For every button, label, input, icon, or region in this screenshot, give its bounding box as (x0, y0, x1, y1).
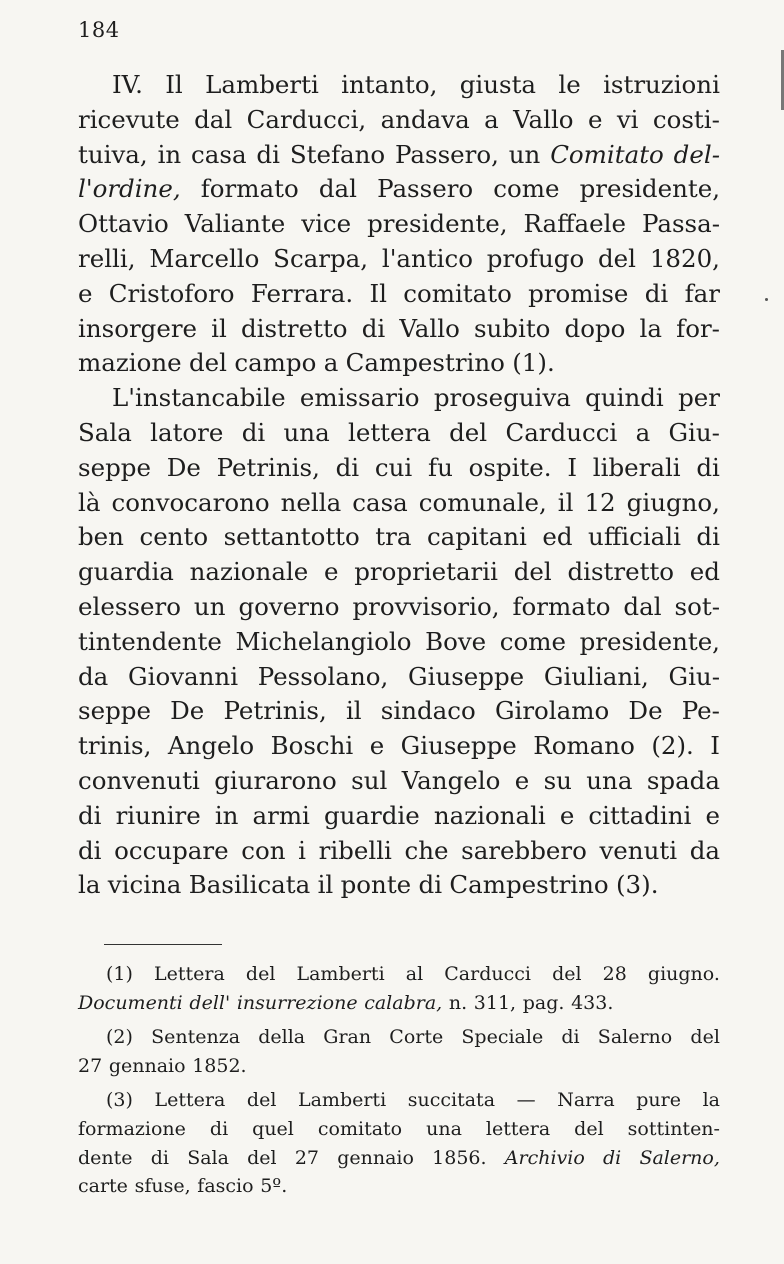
word: tintendente (78, 626, 222, 656)
word: sottinten- (627, 1117, 720, 1140)
word: del (513, 557, 552, 587)
word: 5º. (260, 1175, 288, 1198)
word: Il (165, 70, 183, 99)
word: e (587, 104, 603, 134)
word: sot- (674, 591, 720, 621)
word: il (317, 870, 334, 900)
word: Comitato (550, 139, 664, 169)
text-line (78, 172, 720, 207)
text-line (78, 486, 720, 521)
word: liberali (592, 452, 681, 482)
word: dell' (189, 991, 231, 1014)
word: 27 (294, 1146, 320, 1169)
text-line (78, 520, 720, 555)
word: cui (374, 452, 413, 482)
text-line (78, 277, 720, 312)
word: di (644, 278, 669, 308)
word: del (449, 417, 488, 447)
word: Giuseppe (408, 661, 525, 691)
word: spada (646, 765, 720, 795)
word: occupare (114, 835, 229, 865)
text-line (78, 346, 720, 381)
word: che (404, 835, 449, 865)
word: seppe (78, 452, 151, 482)
word: distretto (567, 557, 675, 587)
text-line (78, 590, 720, 625)
word: Michelangiolo (235, 626, 412, 656)
main-text (78, 68, 720, 903)
word: comunale, (418, 487, 547, 517)
word: pag. (522, 991, 565, 1014)
word: Corte (389, 1026, 444, 1049)
word: (1). (512, 348, 555, 378)
word: succitata (407, 1089, 496, 1112)
word: ponte (340, 870, 412, 900)
word: a (323, 348, 339, 378)
word: IV. (112, 70, 143, 99)
word: Salerno (597, 1026, 673, 1049)
word: da (78, 661, 109, 691)
text-line (78, 625, 720, 660)
word: carte (78, 1175, 128, 1198)
word: Carducci, (246, 104, 367, 134)
word: (1) (106, 963, 133, 985)
word: Archivio (504, 1146, 585, 1169)
word: Passa- (641, 209, 720, 239)
text-line (78, 729, 720, 764)
word: vicina (107, 870, 182, 900)
word: andava (380, 104, 470, 134)
word: la (702, 1089, 720, 1112)
word: Marcello (149, 243, 260, 273)
word: nella (280, 487, 342, 517)
word: ed (689, 557, 720, 587)
word: ed (542, 522, 573, 552)
word: fu (428, 452, 453, 482)
word: Giu- (668, 417, 720, 447)
word: casa (191, 139, 247, 169)
word: venuti (599, 835, 678, 865)
word: relli, (78, 243, 136, 273)
word: settantotto (223, 522, 360, 552)
word: la (639, 313, 662, 343)
word: giugno. (647, 963, 720, 985)
word: De (166, 452, 201, 482)
word: riunire (115, 800, 201, 830)
word: Lamberti (296, 963, 385, 985)
word: promise (528, 278, 629, 308)
word: Raffaele (523, 209, 626, 239)
word: comitato (403, 278, 512, 308)
text-line (78, 799, 720, 834)
word: sarebbero (461, 835, 587, 865)
word: comitato (317, 1117, 403, 1140)
word: trinis, (78, 731, 152, 761)
word: nazionali (433, 800, 546, 830)
text-line (78, 764, 720, 799)
word: una (283, 417, 330, 447)
text-line (78, 555, 720, 590)
word: sindaco (380, 696, 476, 726)
word: Sala (78, 417, 132, 447)
word: ribelli (318, 835, 392, 865)
word: Carducci (505, 417, 618, 447)
word: proseguiva (433, 383, 571, 413)
word: del (574, 1117, 604, 1140)
page-number: 184 (78, 18, 120, 42)
footnote-line (78, 1144, 720, 1173)
word: sul (351, 765, 388, 795)
word: formato (200, 174, 299, 204)
word: di (361, 313, 386, 343)
word: di (78, 835, 102, 865)
word: ufficiali (588, 522, 681, 552)
footnote-separator (104, 944, 222, 945)
word: istruzioni (603, 70, 720, 99)
word: Basilicata (188, 870, 311, 900)
word: dal (623, 591, 662, 621)
word: formazione (78, 1117, 186, 1140)
word: seppe (78, 696, 151, 726)
word: di (696, 452, 720, 482)
word: di (150, 1146, 169, 1169)
word: casa (352, 487, 408, 517)
word: nazionale (189, 557, 309, 587)
word: i (298, 835, 306, 865)
word: tuiva, (78, 139, 148, 169)
word: I (710, 731, 720, 761)
word: e (514, 765, 530, 795)
word: mazione (78, 348, 182, 378)
word: un (508, 139, 541, 169)
word: De (170, 696, 205, 726)
word: il (345, 696, 362, 726)
footnote-line (78, 1023, 720, 1052)
word: e (559, 800, 575, 830)
word: del (246, 1089, 277, 1112)
word: formato (512, 591, 611, 621)
word: Campestrino (345, 348, 505, 378)
word: sfuse, (134, 1175, 191, 1198)
word: Ottavio (78, 209, 169, 239)
word: capitani (426, 522, 527, 552)
word: Salerno, (639, 1146, 720, 1169)
word: giurarono (214, 765, 337, 795)
word: armi (252, 800, 310, 830)
text-line (78, 381, 720, 416)
word: profugo (486, 243, 585, 273)
word: convocarono (111, 487, 270, 517)
word: presidente, (367, 209, 508, 239)
word: Romano (533, 731, 635, 761)
text-line (78, 242, 720, 277)
word: di (256, 139, 280, 169)
word: emissario (299, 383, 420, 413)
word: come (499, 626, 566, 656)
word: da (689, 835, 720, 865)
word: l'ordine, (78, 174, 181, 204)
word: for- (676, 313, 720, 343)
word: Giu- (668, 661, 720, 691)
word: gennaio (337, 1146, 414, 1169)
word: dal (318, 174, 357, 204)
word: tra (375, 522, 412, 552)
word: il (557, 487, 574, 517)
word: Giovanni (128, 661, 239, 691)
text-line (78, 207, 720, 242)
word: governo (238, 591, 340, 621)
word: Bove (425, 626, 487, 656)
word: e (324, 557, 339, 587)
word: far (684, 278, 720, 308)
word: costi- (652, 104, 720, 134)
word: gennaio (108, 1054, 186, 1077)
footnote-line (78, 1115, 720, 1144)
word: su (543, 765, 572, 795)
word: e (369, 731, 385, 761)
footnote-line (78, 989, 720, 1018)
word: del (245, 963, 276, 985)
word: 1852. (192, 1054, 247, 1077)
word: Vangelo (401, 765, 501, 795)
word: della (258, 1026, 306, 1049)
word: un (193, 591, 226, 621)
text-line (78, 68, 720, 103)
word: (2). (651, 731, 694, 761)
word: lettera (347, 417, 431, 447)
word: Vallo (513, 104, 574, 134)
word: di (241, 417, 266, 447)
word: Scarpa, (273, 243, 369, 273)
word: vice (301, 209, 352, 239)
text-line (78, 694, 720, 729)
word: Sala (187, 1146, 229, 1169)
word: (3). (616, 870, 659, 900)
word: quel (252, 1117, 294, 1140)
footnote-line (78, 1172, 720, 1201)
word: come (493, 174, 560, 204)
word: insurrezione (236, 991, 358, 1014)
word: ricevute (78, 104, 180, 134)
footnote-line (78, 960, 720, 989)
text-line (78, 834, 720, 869)
word: Pessolano, (257, 661, 389, 691)
word: la (78, 870, 101, 900)
word: n. (448, 991, 468, 1014)
word: quindi (585, 383, 664, 413)
word: di (418, 870, 443, 900)
word: guardia (78, 557, 174, 587)
word: guardie (323, 800, 420, 830)
word: a (635, 417, 651, 447)
word: Pe- (681, 696, 720, 726)
word: del (598, 243, 637, 273)
text-line (78, 138, 720, 173)
word: provvisorio, (352, 591, 500, 621)
text-line (78, 660, 720, 695)
word: Lamberti (297, 1089, 387, 1112)
word: Sentenza (151, 1026, 241, 1049)
text-line (78, 103, 720, 138)
word: cento (139, 522, 209, 552)
word: De (628, 696, 663, 726)
word: Lettera (154, 1089, 226, 1112)
word: 1820, (649, 243, 720, 273)
word: Passero, (395, 139, 499, 169)
word: del- (673, 139, 720, 169)
footnote-line (78, 1052, 720, 1081)
word: fascio (197, 1175, 254, 1198)
word: cittadini (588, 800, 692, 830)
word: 433. (571, 991, 614, 1014)
word: — (516, 1089, 536, 1112)
word: dopo (564, 313, 626, 343)
word: Speciale (461, 1026, 544, 1049)
word: Angelo (167, 731, 255, 761)
word: una (586, 765, 633, 795)
word: Campestrino (449, 870, 609, 900)
word: al (405, 963, 424, 985)
word: Ferrara. (250, 278, 354, 308)
word: Stefano (289, 139, 386, 169)
word: pure (636, 1089, 681, 1112)
footnote-line (78, 1086, 720, 1115)
word: insorgere (78, 313, 198, 343)
word: ben (78, 522, 124, 552)
word: Carducci (444, 963, 531, 985)
text-line (78, 312, 720, 347)
word: Boschi (270, 731, 354, 761)
word: presidente, (579, 174, 720, 204)
word: Vallo (399, 313, 460, 343)
word: elessero (78, 591, 181, 621)
word: Il (369, 278, 387, 308)
footnotes (78, 960, 720, 1201)
text-line (78, 416, 720, 451)
word: (3) (106, 1089, 133, 1112)
word: presidente, (579, 626, 720, 656)
word: di (209, 1117, 229, 1140)
word: I (567, 452, 578, 482)
word: Lamberti (205, 70, 319, 99)
word: L'instancabile (112, 383, 286, 413)
text-line (78, 868, 720, 903)
word: Giuseppe (400, 731, 517, 761)
word: Giuliani, (543, 661, 649, 691)
word: del (552, 963, 582, 985)
word: l'antico (381, 243, 473, 273)
word: del (247, 1146, 277, 1169)
word: e (78, 278, 93, 308)
word: in (214, 800, 239, 830)
word: in (157, 139, 182, 169)
word: distretto (240, 313, 348, 343)
word: 1856. (432, 1146, 487, 1169)
word: convenuti (78, 765, 200, 795)
word: del (690, 1026, 720, 1049)
word: giugno, (626, 487, 720, 517)
word: ospite. (468, 452, 552, 482)
word: subito (473, 313, 551, 343)
text-line (78, 451, 720, 486)
word: 311, (473, 991, 517, 1014)
word: le (558, 70, 581, 99)
word: intanto, (341, 70, 438, 99)
word: 27 (78, 1054, 103, 1077)
word: a (484, 104, 499, 134)
word: del (188, 348, 227, 378)
word: là (78, 487, 101, 517)
word: latore (150, 417, 224, 447)
word: Girolamo (494, 696, 610, 726)
word: lettera (485, 1117, 551, 1140)
word: Petrinis, (223, 696, 327, 726)
word: di (78, 800, 102, 830)
word: campo (234, 348, 317, 378)
word: Narra (557, 1089, 615, 1112)
word: 12 (584, 487, 616, 517)
word: Passero (377, 174, 474, 204)
word: proprietarii (354, 557, 498, 587)
word: il (211, 313, 227, 343)
word: Gran (323, 1026, 372, 1049)
word: 28 (602, 963, 627, 985)
word: dente (78, 1146, 133, 1169)
word: una (426, 1117, 462, 1140)
page-speck (765, 298, 768, 301)
word: (2) (106, 1026, 133, 1049)
word: Petrinis, (216, 452, 320, 482)
word: di (561, 1026, 580, 1049)
word: giusta (459, 70, 537, 99)
word: Lettera (154, 963, 225, 985)
word: Documenti (78, 991, 183, 1014)
word: di (696, 522, 720, 552)
word: e (705, 800, 720, 830)
word: di (335, 452, 360, 482)
word: per (678, 383, 720, 413)
word: con (241, 835, 286, 865)
word: Valiante (184, 209, 286, 239)
word: dal (194, 104, 233, 134)
word: vi (616, 104, 639, 134)
word: Cristoforo (108, 278, 235, 308)
word: calabra, (364, 991, 443, 1014)
word: di (602, 1146, 622, 1169)
